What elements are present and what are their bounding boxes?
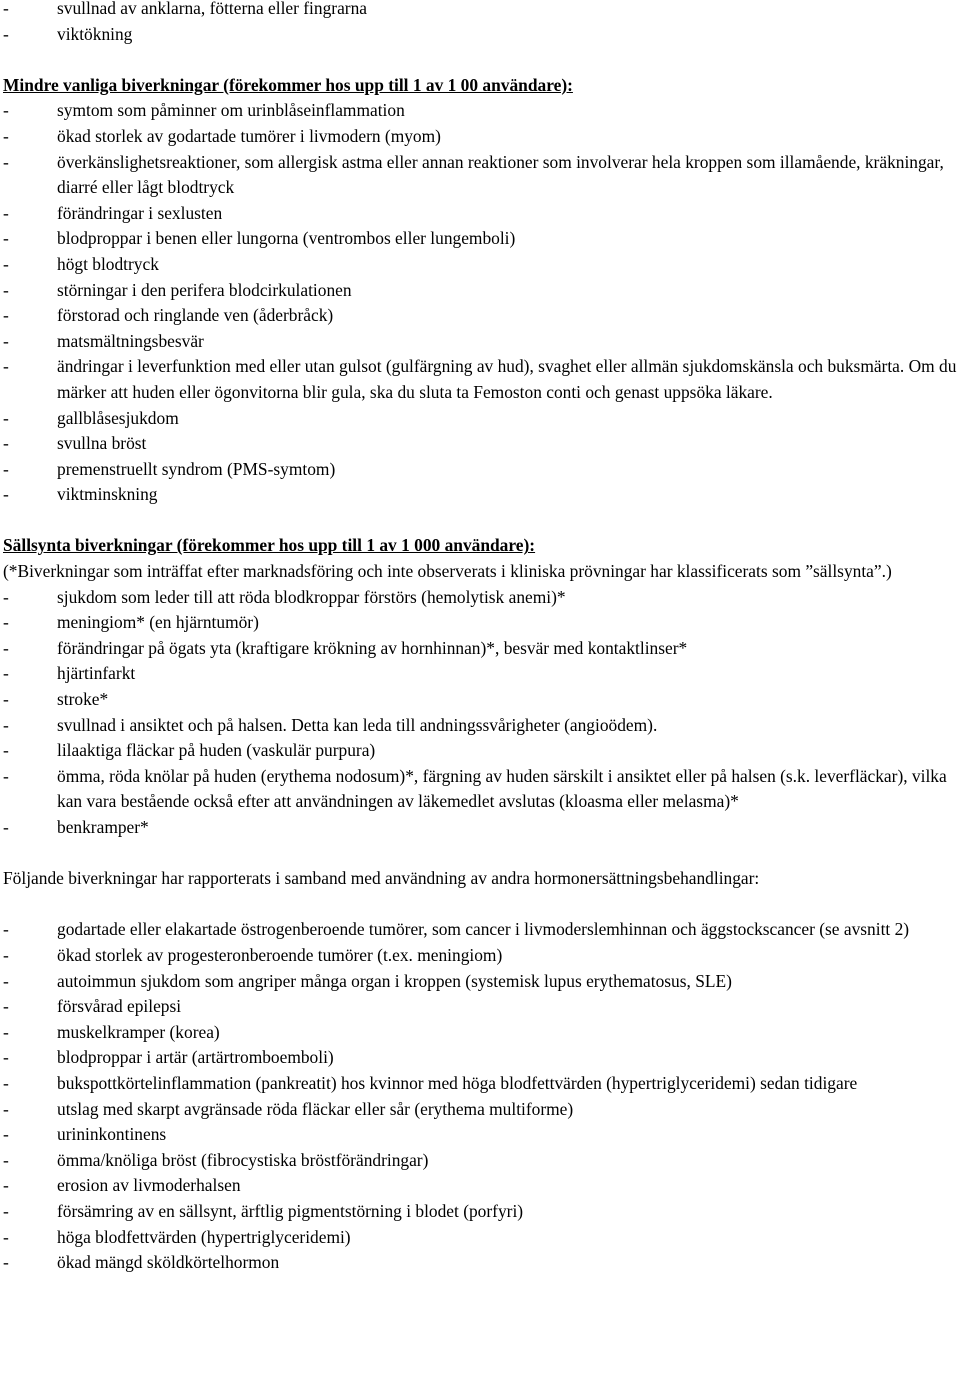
list-dash: - — [3, 0, 9, 18]
list-item-text: urininkontinens — [57, 1124, 167, 1145]
list-item-text: förändringar i sexlusten — [57, 202, 223, 223]
list-item-text: benkramper* — [57, 817, 149, 837]
list-item — [0, 354, 960, 405]
list-item-text: matsmältningsbesvär — [57, 330, 204, 351]
list-item-text: störningar i den perifera blodcirkulationen — [57, 279, 352, 300]
list-item-text: ökad mängd sköldkörtelhormon — [57, 1252, 280, 1273]
rare-note: (*Biverkningar som inträffat efter marknadsföring och inte observerats i kliniska prövningar har klassificerats som ”sällsynta”.) — [3, 561, 892, 582]
list-item-text: gallblåsesjukdom — [57, 407, 179, 428]
list-item-text: försvårad epilepsi — [57, 996, 182, 1017]
list-item-text: sjukdom som leder till att röda blodkroppar förstörs (hemolytisk anemi)* — [57, 586, 566, 607]
list-item — [0, 687, 960, 713]
list-item — [0, 278, 960, 304]
list-dash: - — [3, 100, 9, 121]
list-item — [0, 917, 960, 943]
list-dash: - — [3, 1252, 9, 1273]
list-dash: - — [3, 228, 9, 249]
list-item — [0, 201, 960, 227]
list-dash: - — [3, 612, 9, 633]
list-dash: - — [3, 202, 9, 223]
rare-heading: Sällsynta biverkningar (förekommer hos upp till 1 av 1 000 användare): — [3, 535, 536, 556]
list-dash: - — [3, 125, 9, 146]
list-item — [0, 585, 960, 611]
list-item — [0, 303, 960, 329]
list-item — [0, 406, 960, 432]
list-dash: - — [3, 279, 9, 300]
list-item-text: stroke* — [57, 689, 109, 710]
list-dash: - — [3, 458, 9, 479]
list-item-text: förändringar på ögats yta (kraftigare krökning av hornhinnan)*, besvär med kontaktlinser* — [57, 637, 688, 658]
list-dash: - — [3, 1098, 9, 1119]
list-item-text: blodproppar i benen eller lungorna (ventrombos eller lungemboli) — [57, 228, 516, 249]
list-item — [0, 610, 960, 636]
list-dash: - — [3, 1149, 9, 1170]
list-item-text: ökad storlek av godartade tumörer i livmodern (myom) — [57, 125, 441, 146]
list-item-text: symtom som påminner om urinblåseinflammation — [57, 100, 405, 121]
list-item — [0, 98, 960, 124]
list-dash: - — [3, 484, 9, 505]
list-item — [0, 22, 960, 48]
list-item-text: muskelkramper (korea) — [57, 1021, 220, 1042]
list-item — [0, 1097, 960, 1123]
list-dash: - — [3, 1175, 9, 1196]
list-dash: - — [3, 765, 9, 786]
list-dash: - — [3, 1072, 9, 1093]
list-item-text: ömma/knöliga bröst (fibrocystiska bröstförändringar) — [57, 1149, 429, 1170]
list-item — [0, 815, 960, 841]
list-item-text: ömma, röda knölar på huden (erythema nodosum)*, färgning av huden särskilt i ansiktet eller på halsen (s.k. leverfläckar), vilka kan vara bestående också efter att användningen av läkemedlet avslutas (kloasma eller melasma)* — [57, 765, 947, 812]
list-dash: - — [3, 151, 9, 172]
list-item-text: högt blodtryck — [57, 253, 159, 274]
list-item-text: svullna bröst — [57, 433, 147, 454]
list-item — [0, 969, 960, 995]
list-item — [0, 713, 960, 739]
list-item — [0, 482, 960, 508]
list-item-text: godartade eller elakartade östrogenberoende tumörer, som cancer i livmoderslemhinnan och äggstockscancer (se avsnitt 2) — [57, 919, 910, 940]
list-dash: - — [3, 433, 9, 454]
list-item-text: autoimmun sjukdom som angriper många organ i kroppen (systemisk lupus erythematosus, SLE) — [57, 970, 732, 991]
list-item-text: höga blodfettvärden (hypertriglyceridemi) — [57, 1226, 351, 1247]
list-item — [0, 764, 960, 815]
hrt-intro: Följande biverkningar har rapporterats i samband med användning av andra hormonersättningsbehandlingar: — [3, 868, 760, 889]
list-dash: - — [3, 1200, 9, 1221]
list-item — [0, 943, 960, 969]
list-item — [0, 738, 960, 764]
list-dash: - — [3, 1047, 9, 1068]
list-item-text: försämring av en sällsynt, ärftlig pigmentstörning i blodet (porfyri) — [57, 1200, 524, 1221]
section-gap — [0, 892, 960, 918]
list-dash: - — [3, 689, 9, 710]
list-item-text: överkänslighetsreaktioner, som allergisk astma eller annan reaktioner som involverar hela kroppen som illamående, kräkningar, diarré eller lågt blodtryck — [57, 151, 944, 198]
list-item — [0, 1071, 960, 1097]
list-item-text: utslag med skarpt avgränsade röda fläckar eller sår (erythema multiforme) — [57, 1098, 574, 1119]
list-item-text: viktminskning — [57, 484, 158, 505]
rare-section — [0, 533, 960, 840]
list-item-text: blodproppar i artär (artärtromboemboli) — [57, 1047, 334, 1068]
list-item — [0, 1020, 960, 1046]
list-dash: - — [3, 356, 9, 377]
list-item — [0, 329, 960, 355]
list-item — [0, 457, 960, 483]
list-item — [0, 252, 960, 278]
list-item — [0, 124, 960, 150]
list-item — [0, 1173, 960, 1199]
list-item-text: ökad storlek av progesteronberoende tumörer (t.ex. meningiom) — [57, 944, 503, 965]
list-item — [0, 431, 960, 457]
top-list — [0, 0, 960, 47]
list-item-text: ändringar i leverfunktion med eller utan gulsot (gulfärgning av hud), svaghet eller allmän sjukdomskänsla och buksmärta. Om du märker att huden eller ögonvitorna blir gula, ska du sluta ta Femoston conti och genast uppsöka läkare. — [57, 356, 957, 402]
list-item — [0, 1199, 960, 1225]
list-item-text: premenstruellt syndrom (PMS-symtom) — [57, 458, 336, 479]
list-dash: - — [3, 586, 9, 607]
list-dash: - — [3, 305, 9, 326]
section-gap — [0, 841, 960, 867]
list-dash: - — [3, 817, 9, 837]
list-item-text: viktökning — [57, 23, 133, 44]
list-item — [0, 1148, 960, 1174]
list-item — [0, 226, 960, 252]
uncommon-heading: Mindre vanliga biverkningar (förekommer hos upp till 1 av 1 00 användare): — [3, 74, 573, 95]
list-item — [0, 994, 960, 1020]
list-dash: - — [3, 944, 9, 965]
list-item — [0, 661, 960, 687]
list-dash: - — [3, 970, 9, 991]
uncommon-section — [0, 73, 960, 508]
list-dash: - — [3, 996, 9, 1017]
list-item — [0, 1250, 960, 1276]
list-dash: - — [3, 637, 9, 658]
list-dash: - — [3, 663, 9, 684]
list-item-text: hjärtinfarkt — [57, 663, 136, 684]
list-item-text: bukspottkörtelinflammation (pankreatit) hos kvinnor med höga blodfettvärden (hypertriglyceridemi) sedan tidigare — [57, 1072, 858, 1093]
list-item-text: erosion av livmoderhalsen — [57, 1175, 241, 1196]
list-item — [0, 0, 960, 22]
list-dash: - — [3, 330, 9, 351]
hrt-section — [0, 866, 960, 1276]
list-item — [0, 1045, 960, 1071]
list-item-text: förstorad och ringlande ven (åderbråck) — [57, 305, 334, 326]
list-item — [0, 1225, 960, 1251]
list-dash: - — [3, 740, 9, 761]
list-dash: - — [3, 407, 9, 428]
list-item — [0, 636, 960, 662]
list-dash: - — [3, 1124, 9, 1145]
list-item-text: meningiom* (en hjärntumör) — [57, 612, 259, 633]
list-item-text: svullnad av anklarna, fötterna eller fingrarna — [57, 0, 367, 18]
list-dash: - — [3, 1226, 9, 1247]
list-dash: - — [3, 919, 9, 940]
list-item-text: svullnad i ansiktet och på halsen. Detta kan leda till andningssvårigheter (angioödem). — [57, 714, 658, 735]
section-gap — [0, 47, 960, 73]
list-item — [0, 150, 960, 201]
list-dash: - — [3, 253, 9, 274]
section-gap — [0, 508, 960, 534]
list-item-text: lilaaktiga fläckar på huden (vaskulär purpura) — [57, 740, 376, 761]
list-dash: - — [3, 714, 9, 735]
list-dash: - — [3, 23, 9, 44]
list-item — [0, 1122, 960, 1148]
list-dash: - — [3, 1021, 9, 1042]
